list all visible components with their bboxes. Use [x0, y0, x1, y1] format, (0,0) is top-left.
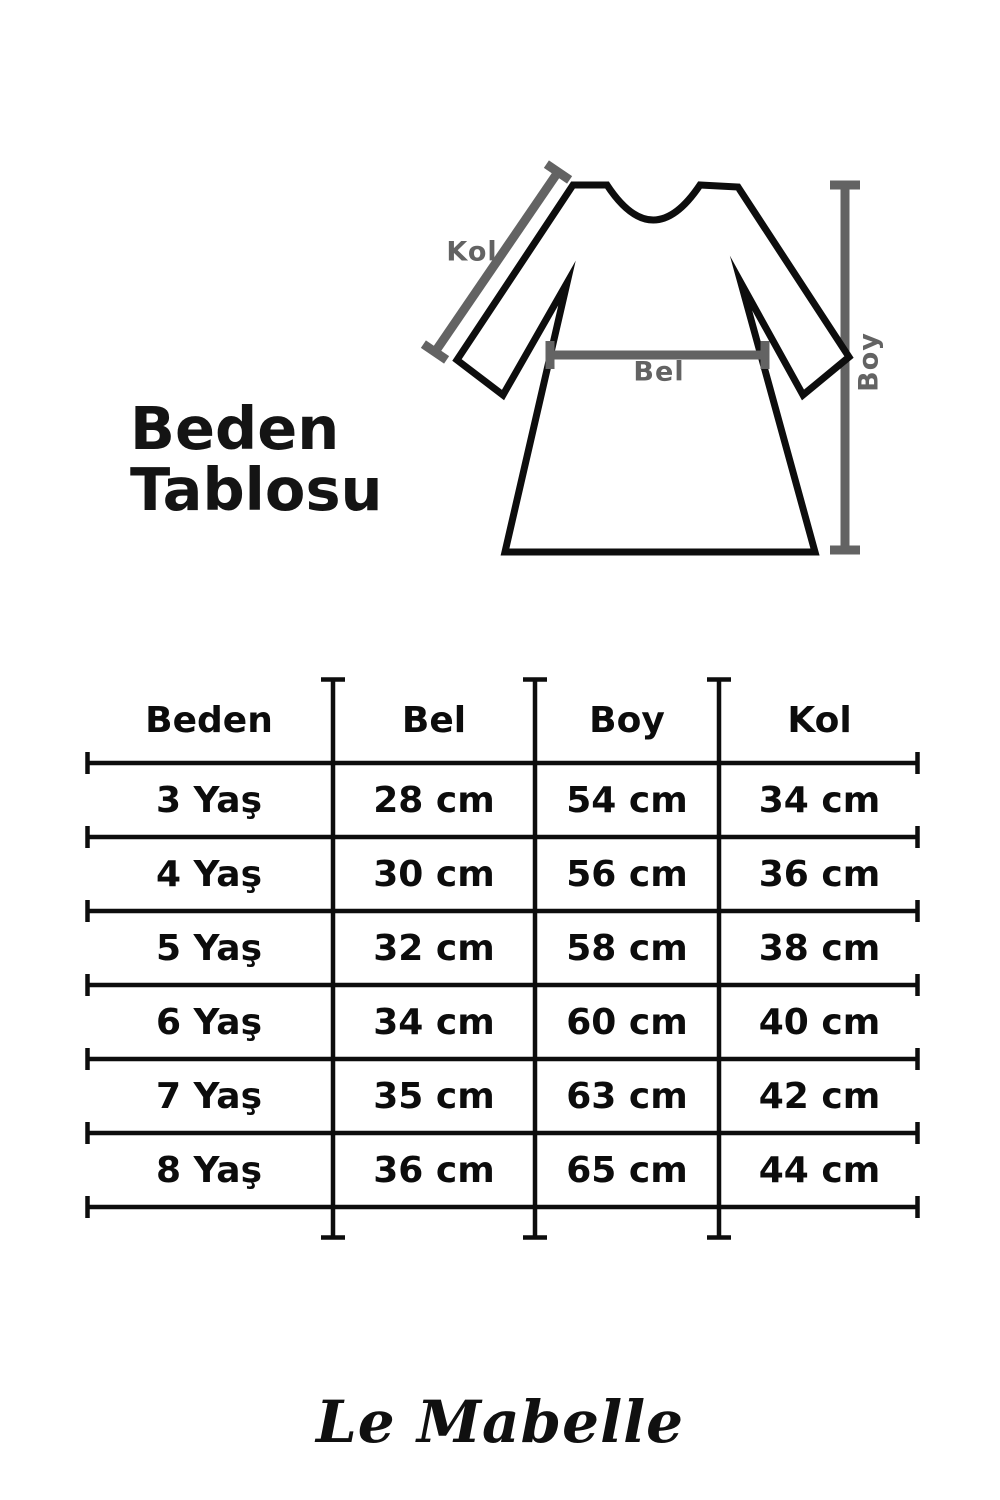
table-cell: 36 cm	[758, 853, 881, 895]
table-cell: 5 Yaş	[155, 927, 263, 969]
table-header-cell: Beden	[145, 699, 273, 741]
table-cell: 32 cm	[373, 927, 495, 969]
size-table-grid	[85, 677, 920, 1237]
table-cell: 30 cm	[373, 853, 495, 895]
table-cell: 7 Yaş	[155, 1075, 263, 1117]
page-title-line2: Tablosu	[130, 455, 383, 525]
brand-logo: Le Mabelle	[315, 1388, 685, 1456]
boy-label: Boy	[853, 332, 885, 392]
page-title-line1: Beden	[130, 394, 340, 463]
table-cell: 65 cm	[566, 1149, 688, 1191]
table-header-cell: Bel	[401, 699, 467, 741]
page-title	[130, 394, 383, 525]
table-cell: 6 Yaş	[155, 1001, 263, 1043]
table-cell: 63 cm	[566, 1075, 688, 1117]
table-cell: 54 cm	[566, 779, 688, 821]
table-cell: 60 cm	[566, 1001, 688, 1043]
table-header-cell: Boy	[589, 699, 665, 741]
table-cell: 58 cm	[566, 927, 688, 969]
table-cell: 38 cm	[758, 927, 881, 969]
size-table	[85, 677, 920, 1240]
table-cell: 40 cm	[758, 1001, 881, 1043]
table-cell: 4 Yaş	[155, 853, 263, 895]
table-cell: 42 cm	[758, 1075, 881, 1117]
dress-measurement-diagram	[0, 0, 1000, 640]
table-header-cell: Kol	[787, 699, 852, 741]
bel-label: Bel	[633, 356, 685, 388]
table-cell: 3 Yaş	[155, 779, 263, 821]
table-cell: 34 cm	[758, 779, 881, 821]
table-cell: 35 cm	[373, 1075, 495, 1117]
table-cell: 44 cm	[758, 1149, 881, 1191]
kol-label: Kol	[446, 236, 498, 268]
table-cell: 8 Yaş	[155, 1149, 263, 1191]
table-cell: 34 cm	[373, 1001, 495, 1043]
table-cell: 36 cm	[373, 1149, 495, 1191]
table-cell: 28 cm	[373, 779, 495, 821]
table-cell: 56 cm	[566, 853, 688, 895]
